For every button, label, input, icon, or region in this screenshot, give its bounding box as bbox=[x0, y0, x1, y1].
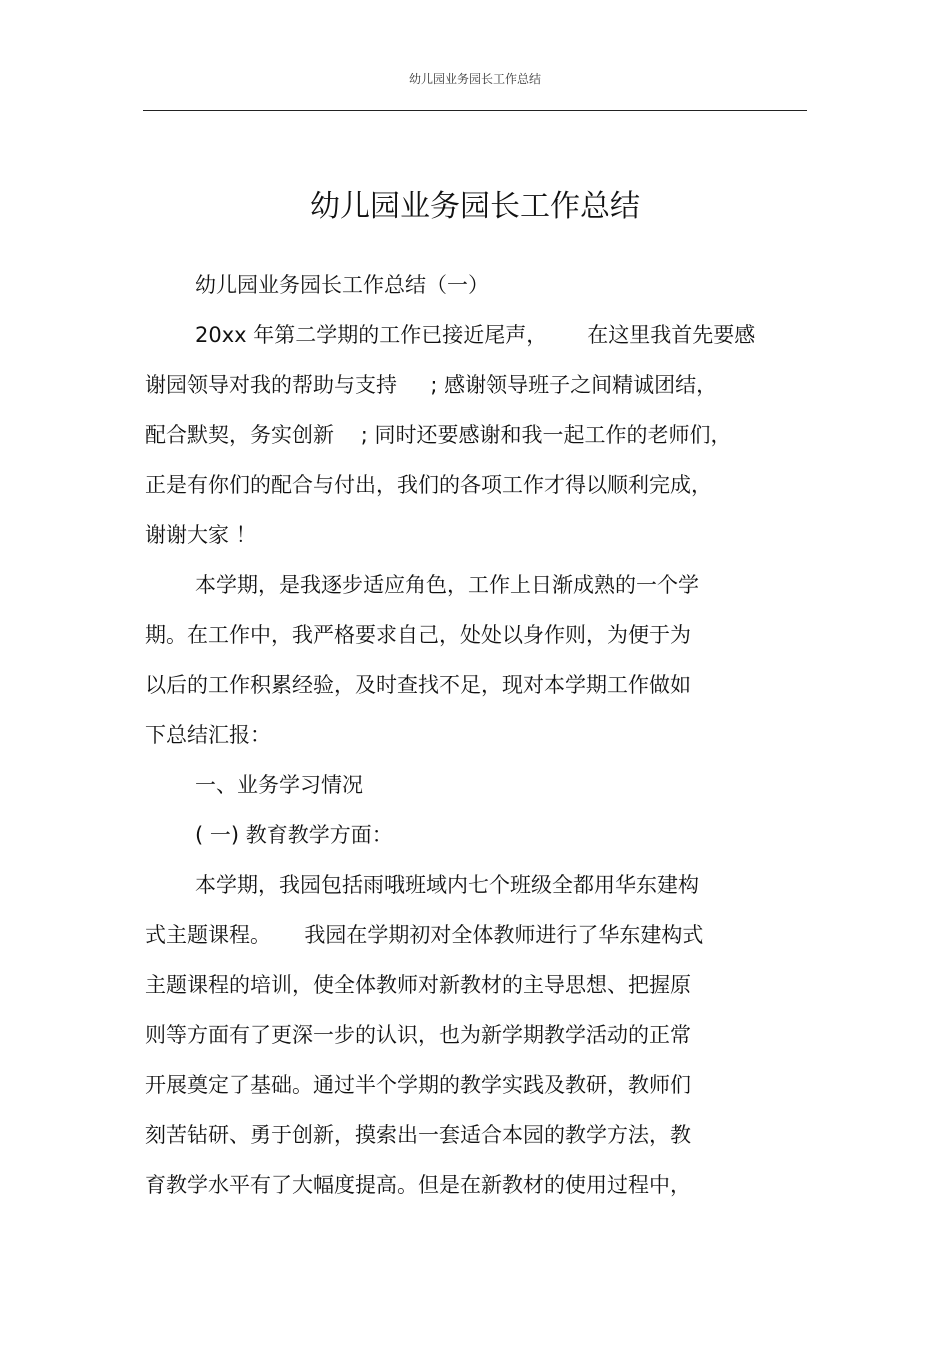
paragraph-line: 开展奠定了基础。通过半个学期的教学实践及教研，教师们 bbox=[145, 1073, 691, 1097]
paragraph-line: 刻苦钻研、勇于创新，摸索出一套适合本园的教学方法，教 bbox=[145, 1123, 691, 1147]
paragraph-line: 本学期，是我逐步适应角色，工作上日渐成熟的一个学 bbox=[195, 573, 699, 597]
section-heading: 一、业务学习情况 bbox=[195, 773, 363, 797]
paragraph-line: 以后的工作积累经验，及时查找不足，现对本学期工作做如 bbox=[145, 673, 691, 697]
paragraph-line: 育教学水平有了大幅度提高。但是在新教材的使用过程中， bbox=[145, 1173, 691, 1197]
paragraph-line: 正是有你们的配合与付出，我们的各项工作才得以顺利完成， bbox=[145, 473, 712, 497]
paragraph-line: 谢园领导对我的帮助与支持 ; 感谢领导班子之间精诚团结， bbox=[145, 373, 718, 397]
paragraph-line: 配合默契，务实创新 ; 同时还要感谢和我一起工作的老师们， bbox=[145, 423, 732, 447]
paragraph-line: 主题课程的培训，使全体教师对新教材的主导思想、把握原 bbox=[145, 973, 691, 997]
document-title: 幼儿园业务园长工作总结 bbox=[310, 189, 640, 224]
paragraph-line: 式主题课程。 我园在学期初对全体教师进行了华东建构式 bbox=[145, 923, 704, 947]
header-divider bbox=[143, 110, 807, 111]
subsection-heading: ( 一) 教育教学方面： bbox=[195, 823, 393, 847]
paragraph-line: 本学期，我园包括雨哦班域内七个班级全都用华东建构 bbox=[195, 873, 699, 897]
running-header: 幼儿园业务园长工作总结 bbox=[408, 72, 541, 86]
paragraph-line: 则等方面有了更深一步的认识，也为新学期教学活动的正常 bbox=[145, 1023, 691, 1047]
paragraph-line: 下总结汇报： bbox=[145, 723, 271, 747]
section-subtitle: 幼儿园业务园长工作总结（一） bbox=[195, 273, 489, 297]
paragraph-line: 期。在工作中，我严格要求自己，处处以身作则，为便于为 bbox=[145, 623, 691, 647]
paragraph-line: 谢谢大家 ！ bbox=[145, 523, 257, 547]
paragraph-line: 20xx 年第二学期的工作已接近尾声， 在这里我首先要感 bbox=[195, 323, 756, 347]
